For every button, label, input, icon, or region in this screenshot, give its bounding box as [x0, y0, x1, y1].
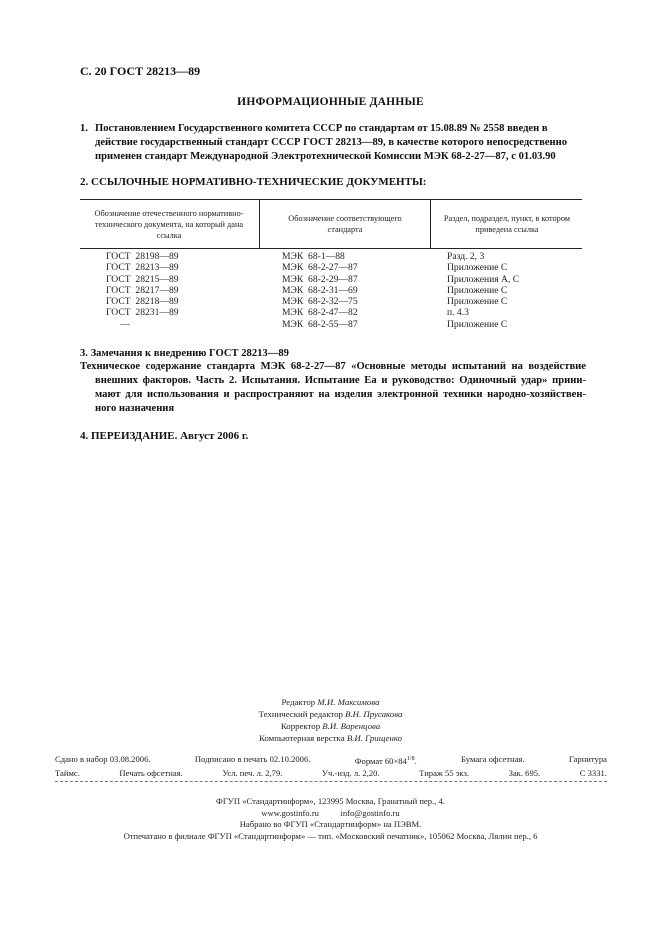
credit-corrector	[0, 720, 661, 732]
section-1-number: 1.	[80, 123, 88, 134]
section-3-line-4: ного назначения	[95, 403, 175, 414]
section-1	[80, 122, 582, 164]
table-row	[80, 262, 582, 273]
table-header-text-1: Обозначение отечественного нормативно-технического документа, на который дана ссылка	[94, 208, 244, 240]
table-cell: ГОСТ 28218—89	[106, 296, 179, 308]
table-cell: МЭК 68-2-29—87	[282, 273, 358, 285]
table-header-text-2: Обозначение соответствующего стандарта	[288, 214, 402, 234]
table-cell: МЭК 68-1—88	[282, 251, 345, 262]
table-row	[80, 319, 582, 330]
table-cell: ГОСТ 28217—89	[106, 284, 179, 296]
table-row	[80, 285, 582, 296]
table-cell: ГОСТ 28231—89	[106, 307, 179, 319]
credit-role: Технический редактор	[258, 709, 343, 719]
table-cell: ГОСТ 28213—89	[106, 262, 179, 274]
table-cell: Приложения А, С	[447, 273, 520, 285]
publishing-field: Уч.-изд. л. 2,20.	[321, 768, 380, 779]
table-cell: п. 4.3	[447, 307, 469, 319]
table-cell: МЭК 68-2-55—87	[282, 318, 358, 330]
table-cell: МЭК 68-2-31—69	[282, 284, 358, 296]
publishing-field: Формат 60×84	[354, 755, 407, 766]
table-cell: МЭК 68-2-27—87	[282, 262, 358, 274]
section-3-heading: 3. Замечания к внедрению ГОСТ 28213—89	[80, 348, 289, 359]
section-4: 4. ПЕРЕИЗДАНИЕ. Август 2006 г.	[80, 430, 249, 442]
credit-name: В.И. Варенцова	[322, 721, 381, 731]
table-cell: ГОСТ 28198—89	[106, 251, 179, 262]
section-1-line-2: действие государственный стандарт СССР ГОСТ 28213—89, в качестве которого непосредственно	[95, 137, 568, 148]
table-cell: Разд. 2, 3	[447, 251, 485, 262]
publishing-row-2	[55, 767, 607, 780]
printing-line-4: Отпечатано в филиале ФГУП «Стандартинформ» — тип. «Московский печатник», 105062 Москва, Лялин пер., 6	[123, 830, 538, 841]
credit-role: Редактор	[281, 697, 316, 707]
table-cell: МЭК 68-2-32—75	[282, 296, 358, 308]
section-2-heading: 2. ССЫЛОЧНЫЕ НОРМАТИВНО-ТЕХНИЧЕСКИЕ ДОКУМЕНТЫ:	[80, 176, 427, 188]
page-header: С. 20 ГОСТ 28213—89	[80, 64, 201, 78]
table-row	[80, 307, 582, 318]
section-1-line-3: применен стандарт Международной Электротехнической Комиссии МЭК 68-2-27—87, с 01.03.90	[95, 151, 556, 162]
printing-line-1: ФГУП «Стандартинформ», 123995 Москва, Гранатный пер., 4.	[216, 796, 445, 806]
publishing-field: С 3331.	[579, 768, 607, 779]
table-cell: Приложение С	[447, 318, 508, 330]
credit-tech-editor	[0, 708, 661, 720]
table-row	[80, 296, 582, 307]
publishing-field: Зак. 695.	[508, 768, 541, 779]
table-cell: Приложение С	[447, 284, 508, 296]
section-1-line-1	[80, 122, 582, 136]
credit-role: Компьютерная верстка	[259, 733, 345, 743]
printing-line-2: www.gostinfo.ru info@gostinfo.ru	[261, 807, 400, 818]
page-title: ИНФОРМАЦИОННЫЕ ДАННЫЕ	[237, 96, 424, 108]
table-row	[80, 274, 582, 285]
publishing-field: Сдано в набор 03.08.2006.	[55, 754, 151, 764]
table-header-cell-3	[430, 200, 583, 248]
publishing-field: Тираж 55 экз.	[419, 768, 470, 779]
table-cell: ГОСТ 28215—89	[106, 273, 179, 285]
publishing-field: Таймс.	[55, 768, 80, 779]
publishing-field: Бумага офсетная.	[461, 754, 525, 764]
table-row	[80, 251, 582, 262]
credit-name: М.И. Максимова	[317, 697, 380, 707]
credit-role: Корректор	[280, 721, 321, 731]
credits-block	[0, 696, 661, 744]
printing-line-3: Набрано во ФГУП «Стандартинформ» на ПЭВМ.	[239, 819, 422, 829]
publishing-info	[55, 753, 607, 780]
publishing-format: Формат $60\times 84^{1/8}$.	[354, 755, 417, 766]
credit-name: В.Н. Прусакова	[345, 709, 403, 719]
publishing-row-1	[55, 753, 607, 767]
table-cell: Приложение С	[447, 262, 508, 274]
credit-layout	[0, 732, 661, 744]
table-header	[80, 199, 582, 249]
section-3-line-3: мают для использования и распространяют на изделия электронной техники народно-хозяйствен-	[95, 389, 586, 400]
printing-info	[0, 796, 661, 842]
table-header-cell-2	[259, 200, 430, 248]
table-body	[80, 251, 582, 330]
table-header-text-3: Раздел, подраздел, пункт, в котором приведена ссылка	[443, 214, 571, 234]
section-3-line-1: Техническое содержание стандарта МЭК 68-2-27—87 «Основные методы испытаний на воздействие	[80, 361, 586, 372]
credit-name: В.И. Грищенко	[346, 733, 402, 743]
table-cell: —	[106, 318, 130, 330]
table-cell: Приложение С	[447, 296, 508, 308]
separator-line	[55, 781, 607, 782]
table-header-cell-1	[80, 200, 258, 248]
publishing-field: Печать офсетная.	[119, 768, 183, 779]
table-cell: МЭК 68-2-47—82	[282, 307, 358, 319]
format-fraction: 1/8	[406, 756, 415, 762]
publishing-field: Гарнитура	[568, 754, 607, 764]
section-3-line-2: внешних факторов. Часть 2. Испытания. Испытание Еа и руководство: Одиночный удар» прини-	[95, 375, 586, 386]
section-1-line-1-text: Постановлением Государственного комитета СССР по стандартам от 15.08.89 № 2558 введен в	[95, 123, 548, 134]
section-3-body	[80, 360, 586, 416]
credit-editor	[0, 696, 661, 708]
publishing-field: Усл. печ. л. 2,79.	[222, 768, 283, 779]
publishing-field: Подписано в печать 02.10.2006.	[194, 754, 311, 764]
